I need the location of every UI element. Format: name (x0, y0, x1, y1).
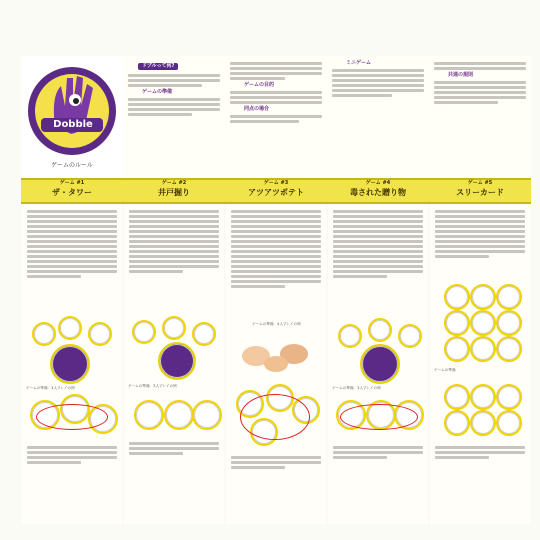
game-3-body (226, 204, 326, 524)
card-icon (470, 336, 496, 362)
card-icon (444, 336, 470, 362)
card-icon (134, 400, 164, 430)
card-icon (338, 324, 362, 348)
card-icon (398, 324, 422, 348)
deck-icon (50, 344, 90, 384)
game-4-header (327, 180, 429, 200)
card-icon (58, 316, 82, 340)
card-icon (444, 410, 470, 436)
deck-icon (360, 344, 400, 384)
game-4-title: 毒された贈り物 (350, 188, 406, 197)
card-icon (192, 400, 222, 430)
rules-heading: ゲームの準備 (142, 89, 173, 95)
game-2-header (123, 180, 225, 200)
minigames-heading: ミニゲーム (346, 60, 372, 66)
game-5-number: ゲーム #5 (467, 180, 493, 186)
intro-panel-3 (327, 56, 429, 178)
game-5-title: スリーカード (456, 188, 504, 197)
intro-panel-1 (123, 56, 225, 178)
what-heading: ドブルって何? (138, 63, 178, 70)
game-1-number: ゲーム #1 (59, 180, 85, 186)
logo-panel (21, 56, 123, 178)
card-icon (496, 310, 522, 336)
game-1-header (21, 180, 123, 200)
common-rules-heading: 共通の規則 (448, 72, 474, 78)
deck-icon (158, 342, 196, 380)
match-line-icon (36, 404, 108, 430)
intro-panel-2 (225, 56, 327, 178)
game-5-body (430, 204, 530, 524)
game-2-number: ゲーム #2 (161, 180, 187, 186)
tie-heading: 同点の場合 (244, 106, 270, 112)
card-icon (470, 384, 496, 410)
intro-panel-4 (429, 56, 531, 178)
card-icon (132, 320, 156, 344)
card-icon (88, 322, 112, 346)
match-line-icon (240, 394, 310, 440)
game-3-setup-caption: ゲームの準備：4人プレイの例 (252, 322, 301, 326)
logo-subtitle: ゲームのルール (51, 162, 93, 169)
game-1-title: ザ・タワー (52, 188, 92, 197)
card-icon (444, 284, 470, 310)
game-1-setup-caption: ゲームの準備：3人プレイの例 (26, 386, 75, 390)
game-5-header (429, 180, 531, 200)
card-icon (496, 284, 522, 310)
match-line-icon (340, 404, 418, 430)
game-2-setup-caption: ゲームの準備：3人プレイの例 (128, 384, 177, 388)
card-icon (470, 310, 496, 336)
game-2-body (124, 204, 224, 524)
game-3-header (225, 180, 327, 200)
card-icon (192, 322, 216, 346)
game-3-title: アツアツポテト (248, 188, 304, 197)
game-3-number: ゲーム #3 (263, 180, 289, 186)
game-4-setup-caption: ゲームの準備：3人プレイの例 (332, 386, 381, 390)
game-4-body (328, 204, 428, 524)
card-icon (444, 384, 470, 410)
card-icon (470, 410, 496, 436)
card-icon (162, 316, 186, 340)
card-icon (164, 400, 194, 430)
card-icon (470, 284, 496, 310)
goal-heading: ゲームの目的 (244, 82, 275, 88)
card-icon (32, 322, 56, 346)
card-icon (496, 384, 522, 410)
card-icon (368, 318, 392, 342)
card-icon (496, 410, 522, 436)
game-2-title: 井戸掘り (158, 188, 190, 197)
game-4-number: ゲーム #4 (365, 180, 391, 186)
card-icon (496, 336, 522, 362)
logo-text: Dobble (53, 119, 93, 130)
game-5-setup-caption: ゲームの準備 (434, 368, 456, 372)
hands-icon (236, 334, 316, 374)
card-icon (444, 310, 470, 336)
game-1-body (22, 204, 122, 524)
